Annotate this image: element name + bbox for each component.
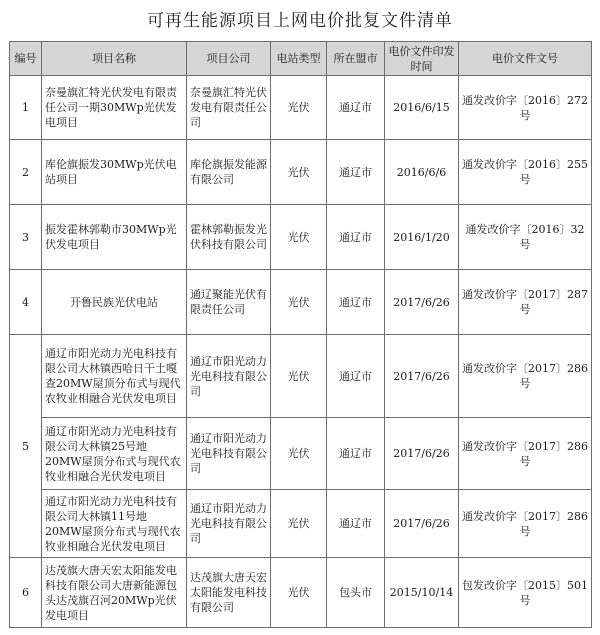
cell-docno: 通发改价字〔2017〕287号: [459, 270, 592, 335]
cell-name: 通辽市阳光动力光电科技有限公司大林镇11号地20MW屋顶分布式与现代农牧业相融合光伏发电项目: [42, 490, 187, 558]
cell-company: 霍林郭勒振发光伏科技有限公司: [187, 205, 271, 270]
table-row: [10, 270, 592, 335]
cell-city: 通辽市: [327, 270, 385, 335]
cell-date: 2016/6/15: [385, 76, 459, 140]
cell-docno: 通发改价字〔2016〕32号: [459, 205, 592, 270]
header-no: 编号: [10, 42, 42, 76]
header-row: [10, 42, 592, 76]
header-docno: 电价文件文号: [459, 42, 592, 76]
cell-name: 通辽市阳光动力光电科技有限公司大林镇25号地20MW屋顶分布式与现代农牧业相融合光伏发电项目: [42, 418, 187, 490]
cell-no: 2: [10, 140, 42, 205]
header-name: 项目名称: [42, 42, 187, 76]
page-title: 可再生能源项目上网电价批复文件清单: [147, 11, 453, 31]
table-row: [10, 418, 592, 490]
cell-docno: 通发改价字〔2017〕286号: [459, 490, 592, 558]
cell-company: 通辽市阳光动力光电科技有限公司: [187, 490, 271, 558]
cell-docno: 通发改价字〔2017〕286号: [459, 335, 592, 418]
cell-name: 奈曼旗汇特光伏发电有限责任公司一期30MWp光伏发电项目: [42, 76, 187, 140]
cell-type: 光伏: [271, 205, 327, 270]
header-company: 项目公司: [187, 42, 271, 76]
cell-no: 6: [10, 558, 42, 628]
cell-no: 4: [10, 270, 42, 335]
table-row: [10, 76, 592, 140]
cell-city: 通辽市: [327, 205, 385, 270]
cell-type: 光伏: [271, 140, 327, 205]
cell-city: 通辽市: [327, 335, 385, 418]
cell-type: 光伏: [271, 558, 327, 628]
cell-date: 2017/6/26: [385, 335, 459, 418]
cell-company: 通辽聚能光伏有限责任公司: [187, 270, 271, 335]
cell-company: 奈曼旗汇特光伏发电有限责任公司: [187, 76, 271, 140]
table-row: [10, 558, 592, 628]
cell-no: 1: [10, 76, 42, 140]
header-date: 电价文件印发时间: [385, 42, 459, 76]
header-city: 所在盟市: [327, 42, 385, 76]
cell-company: 库伦旗振发能源有限公司: [187, 140, 271, 205]
cell-no: 3: [10, 205, 42, 270]
cell-docno: 通发改价字〔2016〕255号: [459, 140, 592, 205]
cell-type: 光伏: [271, 418, 327, 490]
table-row: [10, 490, 592, 558]
cell-city: 通辽市: [327, 76, 385, 140]
cell-city: 通辽市: [327, 418, 385, 490]
cell-city: 通辽市: [327, 140, 385, 205]
table-row: [10, 335, 592, 418]
cell-date: 2017/6/26: [385, 270, 459, 335]
cell-date: 2017/6/26: [385, 418, 459, 490]
price-approval-table: [9, 41, 592, 628]
cell-type: 光伏: [271, 76, 327, 140]
cell-type: 光伏: [271, 490, 327, 558]
cell-type: 光伏: [271, 270, 327, 335]
cell-date: 2016/6/6: [385, 140, 459, 205]
cell-company: 通辽市阳光动力光电科技有限公司: [187, 335, 271, 418]
cell-city: 通辽市: [327, 490, 385, 558]
cell-docno: 包发改价字〔2015〕501号: [459, 558, 592, 628]
cell-name: 达茂旗大唐天宏太阳能发电科技有限公司大唐新能源包头达茂旗召河20MWp光伏发电项目: [42, 558, 187, 628]
table-row: [10, 205, 592, 270]
cell-city: 包头市: [327, 558, 385, 628]
cell-type: 光伏: [271, 335, 327, 418]
cell-no: 5: [10, 335, 42, 558]
cell-name: 振发霍林郭勒市30MWp光伏发电项目: [42, 205, 187, 270]
cell-date: 2015/10/14: [385, 558, 459, 628]
cell-docno: 通发改价字〔2016〕272号: [459, 76, 592, 140]
cell-date: 2016/1/20: [385, 205, 459, 270]
cell-name: 通辽市阳光动力光电科技有限公司大林镇西哈日干土嘎查20MW屋顶分布式与现代农牧业相融合光伏发电项目: [42, 335, 187, 418]
table-row: [10, 140, 592, 205]
cell-company: 达茂旗大唐天宏太阳能发电科技有限公司: [187, 558, 271, 628]
header-type: 电站类型: [271, 42, 327, 76]
cell-name: 库伦旗振发30MWp光伏电站项目: [42, 140, 187, 205]
cell-docno: 通发改价字〔2017〕286号: [459, 418, 592, 490]
cell-name: 开鲁民族光伏电站: [42, 270, 187, 335]
cell-company: 通辽市阳光动力光电科技有限公司: [187, 418, 271, 490]
cell-date: 2017/6/26: [385, 490, 459, 558]
